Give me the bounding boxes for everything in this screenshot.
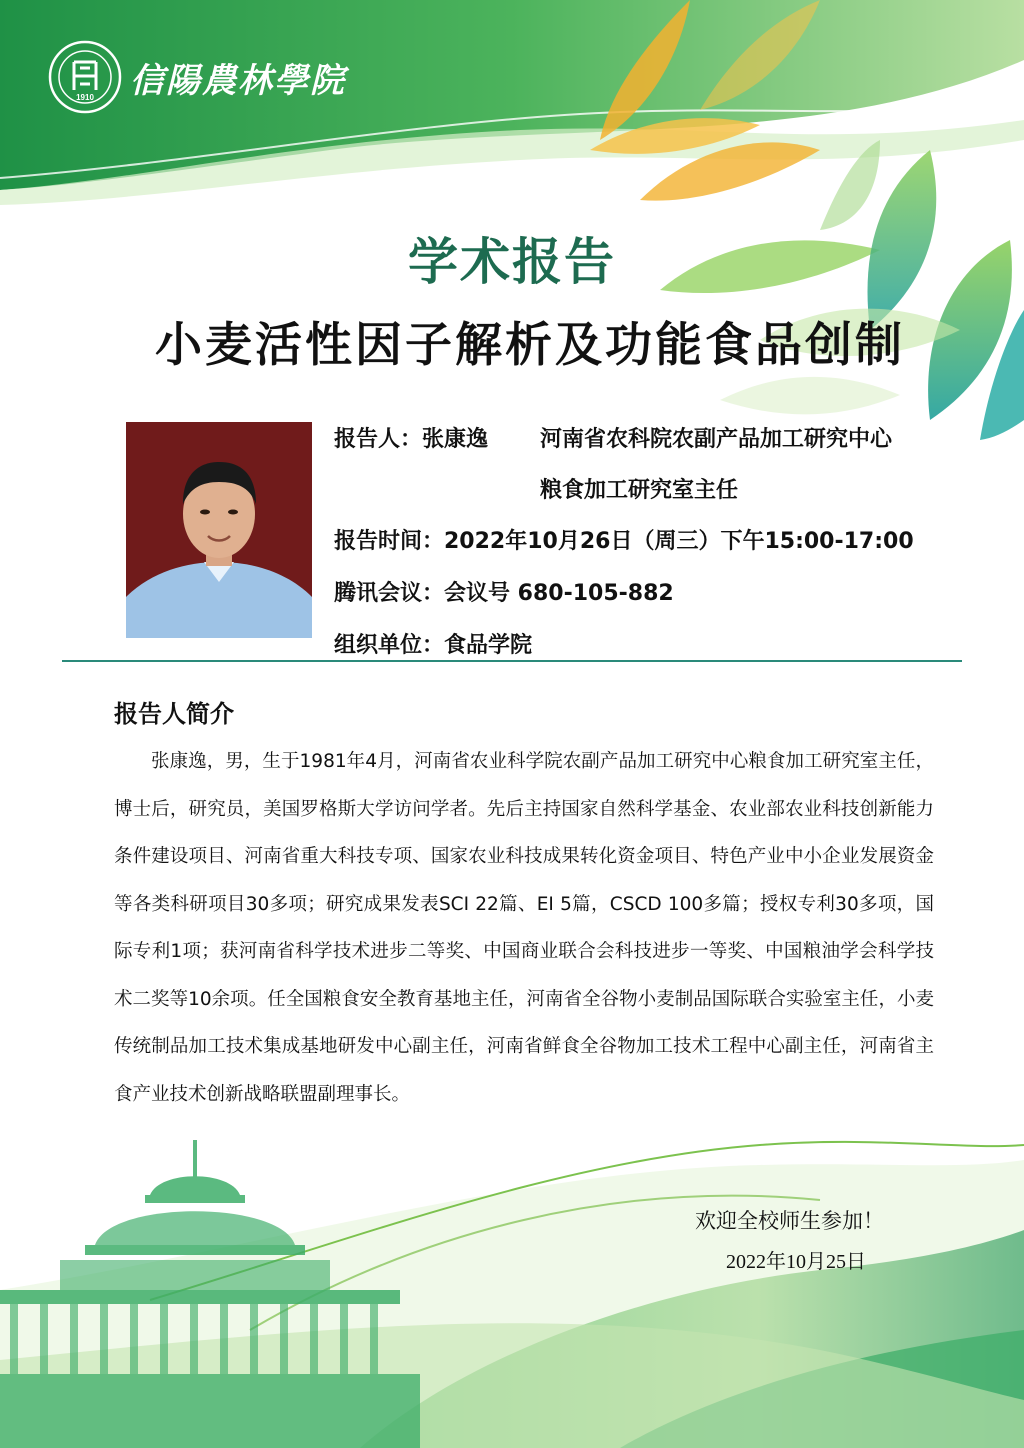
bio-heading: 报告人简介 <box>114 700 234 728</box>
report-time: 报告时间：2022年10月26日（周三）下午15:00-17:00 <box>334 529 914 554</box>
report-topic: 小麦活性因子解析及功能食品创制 <box>155 318 905 373</box>
organizer: 组织单位：食品学院 <box>334 633 533 658</box>
speaker-position: 粮食加工研究室主任 <box>540 478 739 503</box>
school-logo <box>48 40 346 114</box>
school-name: 信陽農林學院 <box>130 60 346 101</box>
school-seal-icon <box>48 40 122 114</box>
campus-building-illustration <box>0 1140 420 1448</box>
issue-date: 2022年10月25日 <box>726 1251 866 1273</box>
welcome-message: 欢迎全校师生参加！ <box>695 1209 884 1233</box>
bio-text: 张康逸，男，生于1981年4月，河南省农业科学院农副产品加工研究中心粮食加工研究室主任，博士后，研究员，美国罗格斯大学访问学者。先后主持国家自然科学基金、农业部农业科技创新能力条件建设项目、河南省重大科技专项、国家农业科技成果转化资金项目、特色产业中小企业发展资金等各类科研项目30多项；研究成果发表SCI 22篇、EI 5篇，CSCD 100多篇；授权专利30多项，国际专利1项；获河南省科学技术进步二等奖、中国商业联合会科技进步一等奖、中国粮油学会科学技术二奖等10余项。任全国粮食安全教育基地主任，河南省全谷物小麦制品国际联合实验室主任，小麦传统制品加工技术集成基地研发中心副主任，河南省鲜食全谷物加工技术工程中心副主任，河南省主食产业技术创新战略联盟副理事长。 <box>114 751 934 1105</box>
speaker-photo <box>126 422 312 638</box>
page-title: 学术报告 <box>408 233 616 291</box>
speaker-line: 报告人：张康逸 <box>334 427 489 452</box>
divider <box>62 660 962 662</box>
meeting-info: 腾讯会议：会议号 680-105-882 <box>334 581 674 606</box>
seal-year: 1910 <box>76 93 94 102</box>
speaker-affiliation: 河南省农科院农副产品加工研究中心 <box>540 427 893 452</box>
